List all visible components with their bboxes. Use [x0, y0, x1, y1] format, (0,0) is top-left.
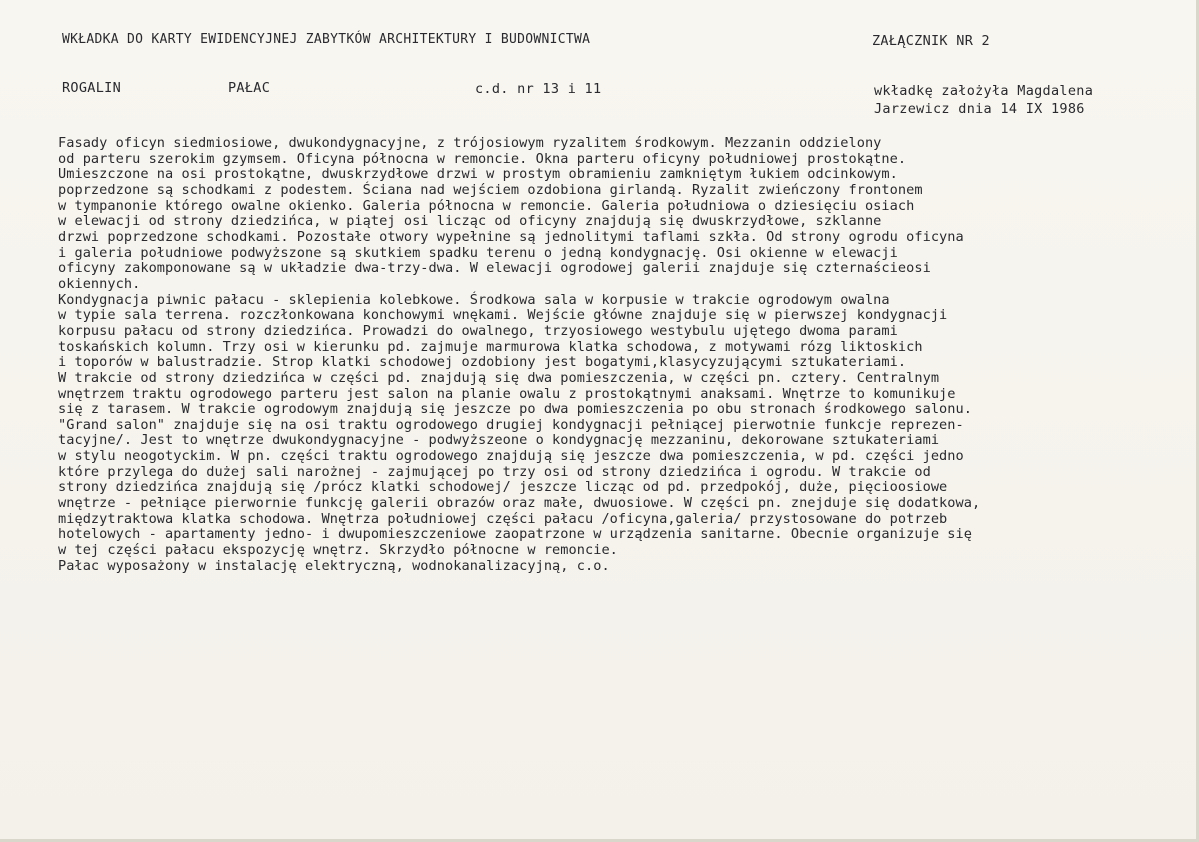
body-line: i galeria południowe podwyższone są skutkiem spadku terenu o jedną kondygnację. Osi okienne w elewacji	[58, 244, 898, 261]
document-title: WKŁADKA DO KARTY EWIDENCYJNEJ ZABYTKÓW ARCHITEKTURY I BUDOWNICTWA	[62, 32, 591, 47]
body-line: poprzedzone są schodkami z podestem. Ściana nad wejściem ozdobiona girlandą. Ryzalit zwieńczony frontonem	[58, 181, 923, 198]
body-line: strony dziedzińca znajdują się /prócz klatki schodowej/ jeszcze licząc od pd. przedpokój, duże, pięcioosiowe	[58, 479, 948, 496]
document-body	[58, 136, 1168, 574]
body-line: się z tarasem. W trakcie ogrodowym znajdują się jeszcze po dwa pomieszczenia po obu stronach środkowego salonu.	[58, 401, 972, 418]
body-line: oficyny zakomponowane są w układzie dwa-trzy-dwa. W elewacji ogrodowej galerii znajduje się czternaścieosi	[58, 260, 931, 277]
body-line: wnętrzem traktu ogrodowego parteru jest salon na planie owalu z prostokątnymi anaksami. Wnętrze to komunikuje	[58, 385, 956, 402]
body-line: w elewacji od strony dziedzińca, w piątej osi licząc od oficyny znajdują się dwuskrzydłowe, szklanne	[58, 213, 882, 230]
body-line: w tej części pałacu ekspozycję wnętrz. Skrzydło północne w remoncie.	[58, 542, 618, 559]
body-line: toskańskich kolumn. Trzy osi w kierunku pd. zajmuje marmurowa klatka schodowa, z motywami rózg liktoskich	[58, 338, 923, 355]
author-note-line-1: wkładkę założyła Magdalena	[874, 83, 1094, 99]
body-line: korpusu pałacu od strony dziedzińca. Prowadzi do owalnego, trzyosiowego westybulu ujętego dwoma parami	[58, 322, 898, 339]
body-line: tacyjne/. Jest to wnętrze dwukondygnacyjne - podwyższeone o kondygnację mezzaninu, dekorowane sztukateriami	[58, 432, 940, 449]
body-line: od parteru szerokim gzymsem. Oficyna północna w remoncie. Okna parteru oficyny południowej prostokątne.	[58, 150, 907, 167]
body-line: wnętrze - pełniące pierwornie funkcję galerii obrazów oraz małe, dwuosiowe. W części pn. znejduje się dodatkowa,	[58, 495, 981, 512]
place-name: ROGALIN	[62, 80, 121, 96]
body-line: Pałac wyposażony w instalację elektryczną, wodnokanalizacyjną, c.o.	[58, 557, 610, 574]
body-line: W trakcie od strony dziedzińca w części pd. znajdują się dwa pomieszczenia, w części pn. cztery. Centralnym	[58, 369, 940, 386]
continuation-reference: c.d. nr 13 i 11	[475, 81, 602, 97]
body-line: Fasady oficyn siedmiosiowe, dwukondygnacyjne, z trójosiowym ryzalitem środkowym. Mezzanin oddzielony	[58, 135, 882, 151]
body-line: w stylu neogotyckim. W pn. części traktu ogrodowego znajdują się jeszcze dwa pomieszczenia, w pd. części jedno	[58, 448, 964, 465]
annex-number: ZAŁĄCZNIK NR 2	[872, 33, 990, 49]
body-line: Kondygnacja piwnic pałacu - sklepienia kolebkowe. Środkowa sala w korpusie w trakcie ogrodowym owalna	[58, 291, 890, 308]
body-line: które przylega do dużej sali narożnej - zajmującej po trzy osi od strony dziedzińca i ogrodu. W trakcie od	[58, 463, 931, 480]
body-line: w tympanonie którego owalne okienko. Galeria północna w remoncie. Galeria południowa o dziesięciu osiach	[58, 197, 915, 214]
body-line: drzwi poprzedzone schodkami. Pozostałe otwory wypełnine są jednolitymi taflami szkła. Od strony ogrodu oficyna	[58, 228, 964, 245]
body-line: międzytraktowa klatka schodowa. Wnętrza południowej części pałacu /oficyna,galeria/ przystosowane do potrzeb	[58, 510, 948, 527]
object-name: PAŁAC	[228, 80, 271, 96]
body-line: i toporów w balustradzie. Strop klatki schodowej ozdobiony jest bogatymi,klasycyzującymi sztukateriami.	[58, 354, 907, 371]
body-line: okiennych.	[58, 275, 141, 292]
body-line: "Grand salon" znajduje się na osi traktu ogrodowego drugiej kondygnacji pełniącej pierwotnie funkcje reprezen-	[58, 416, 964, 433]
body-line: hotelowych - apartamenty jedno- i dwupomieszczeniowe zaopatrzone w urządzenia sanitarne. Obecnie organizuje się	[58, 526, 972, 543]
body-line: w typie sala terrena. rozczłonkowana konchowymi wnękami. Wejście główne znajduje się w pierwszej kondygnacji	[58, 307, 948, 324]
body-line: Umieszczone na osi prostokątne, dwuskrzydłowe drzwi w prostym obramieniu zamkniętym łukiem odcinkowym.	[58, 166, 898, 183]
author-note-line-2: Jarzewicz dnia 14 IX 1986	[874, 101, 1085, 117]
